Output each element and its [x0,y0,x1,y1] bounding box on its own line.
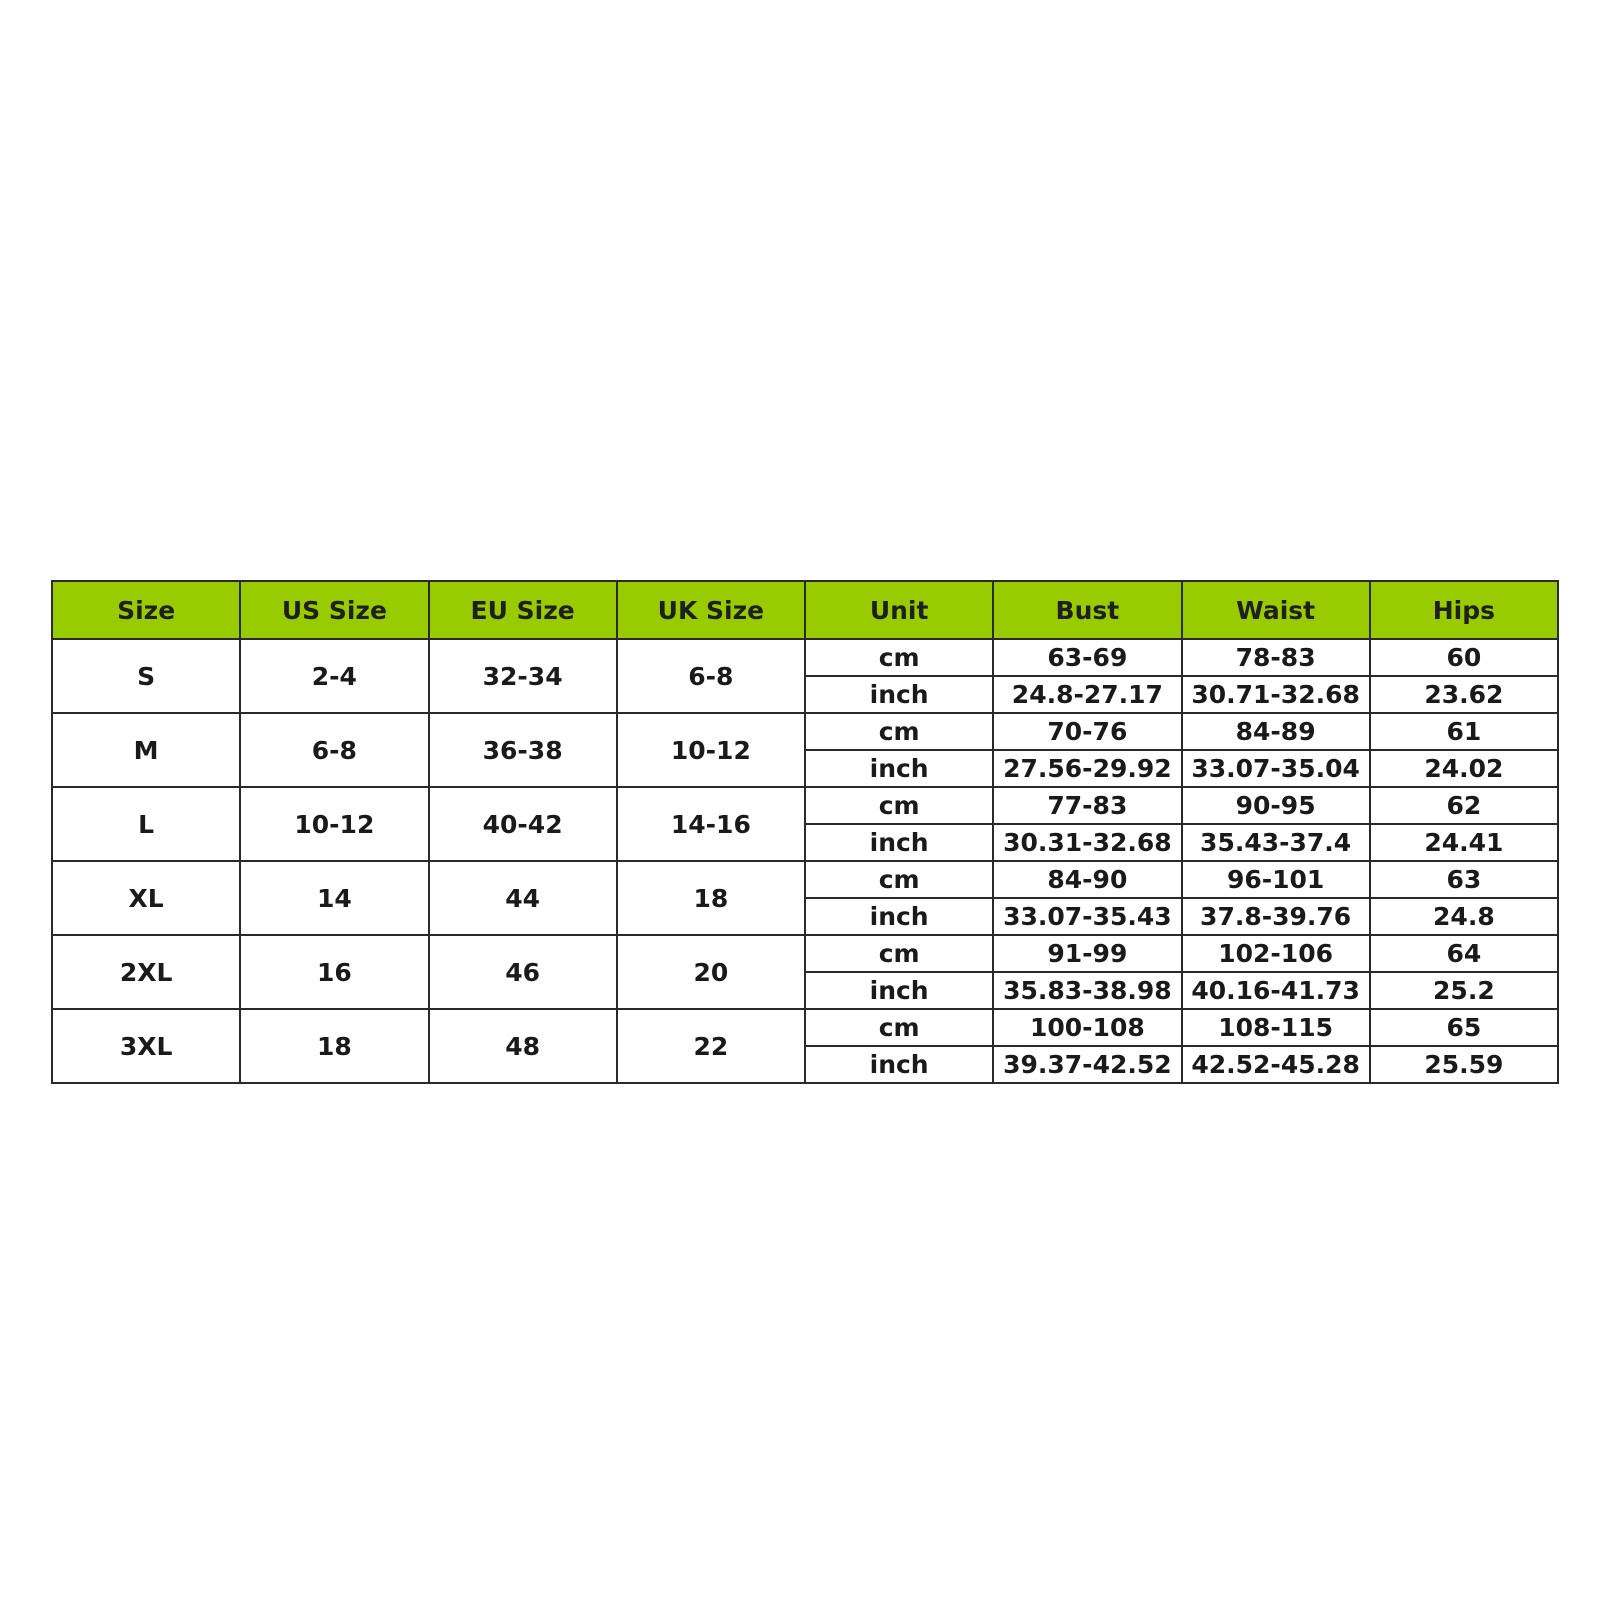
hips-cell: 24.41 [1370,824,1558,861]
waist-cell: 108-115 [1182,1009,1370,1046]
unit-cell: inch [805,676,993,713]
size-chart-body [52,639,1558,1083]
bust-cell: 24.8-27.17 [993,676,1181,713]
bust-cell: 91-99 [993,935,1181,972]
unit-cell: inch [805,898,993,935]
waist-cell: 35.43-37.4 [1182,824,1370,861]
hips-cell: 63 [1370,861,1558,898]
us-size-cell: 14 [240,861,428,935]
header-bust: Bust [993,581,1181,639]
hips-cell: 25.2 [1370,972,1558,1009]
header-uk-size: UK Size [617,581,805,639]
waist-cell: 96-101 [1182,861,1370,898]
uk-size-cell: 20 [617,935,805,1009]
header-size: Size [52,581,240,639]
unit-cell: inch [805,1046,993,1083]
hips-cell: 24.8 [1370,898,1558,935]
hips-cell: 62 [1370,787,1558,824]
us-size-cell: 18 [240,1009,428,1083]
unit-cell: cm [805,713,993,750]
waist-cell: 78-83 [1182,639,1370,676]
waist-cell: 40.16-41.73 [1182,972,1370,1009]
bust-cell: 33.07-35.43 [993,898,1181,935]
eu-size-cell: 36-38 [429,713,617,787]
size-cell: 3XL [52,1009,240,1083]
header-us-size: US Size [240,581,428,639]
header-hips: Hips [1370,581,1558,639]
hips-cell: 65 [1370,1009,1558,1046]
size-chart-header [52,581,1558,639]
uk-size-cell: 18 [617,861,805,935]
header-eu-size: EU Size [429,581,617,639]
table-row [52,1009,1558,1046]
unit-cell: inch [805,824,993,861]
table-row [52,713,1558,750]
size-cell: XL [52,861,240,935]
size-cell: S [52,639,240,713]
bust-cell: 100-108 [993,1009,1181,1046]
header-row [52,581,1558,639]
bust-cell: 39.37-42.52 [993,1046,1181,1083]
unit-cell: inch [805,750,993,787]
waist-cell: 37.8-39.76 [1182,898,1370,935]
size-cell: 2XL [52,935,240,1009]
uk-size-cell: 22 [617,1009,805,1083]
bust-cell: 70-76 [993,713,1181,750]
us-size-cell: 6-8 [240,713,428,787]
header-unit: Unit [805,581,993,639]
table-row [52,639,1558,676]
unit-cell: cm [805,639,993,676]
header-waist: Waist [1182,581,1370,639]
us-size-cell: 16 [240,935,428,1009]
size-cell: L [52,787,240,861]
unit-cell: cm [805,861,993,898]
waist-cell: 42.52-45.28 [1182,1046,1370,1083]
us-size-cell: 10-12 [240,787,428,861]
table-row [52,787,1558,824]
bust-cell: 63-69 [993,639,1181,676]
uk-size-cell: 10-12 [617,713,805,787]
bust-cell: 27.56-29.92 [993,750,1181,787]
hips-cell: 61 [1370,713,1558,750]
waist-cell: 84-89 [1182,713,1370,750]
hips-cell: 23.62 [1370,676,1558,713]
hips-cell: 64 [1370,935,1558,972]
hips-cell: 60 [1370,639,1558,676]
uk-size-cell: 14-16 [617,787,805,861]
us-size-cell: 2-4 [240,639,428,713]
waist-cell: 30.71-32.68 [1182,676,1370,713]
bust-cell: 30.31-32.68 [993,824,1181,861]
eu-size-cell: 44 [429,861,617,935]
waist-cell: 90-95 [1182,787,1370,824]
size-cell: M [52,713,240,787]
unit-cell: cm [805,787,993,824]
unit-cell: cm [805,935,993,972]
waist-cell: 102-106 [1182,935,1370,972]
unit-cell: inch [805,972,993,1009]
table-row [52,861,1558,898]
uk-size-cell: 6-8 [617,639,805,713]
eu-size-cell: 40-42 [429,787,617,861]
bust-cell: 35.83-38.98 [993,972,1181,1009]
eu-size-cell: 46 [429,935,617,1009]
bust-cell: 77-83 [993,787,1181,824]
hips-cell: 25.59 [1370,1046,1558,1083]
unit-cell: cm [805,1009,993,1046]
bust-cell: 84-90 [993,861,1181,898]
hips-cell: 24.02 [1370,750,1558,787]
eu-size-cell: 48 [429,1009,617,1083]
size-chart-table [51,580,1559,1084]
table-row [52,935,1558,972]
waist-cell: 33.07-35.04 [1182,750,1370,787]
eu-size-cell: 32-34 [429,639,617,713]
